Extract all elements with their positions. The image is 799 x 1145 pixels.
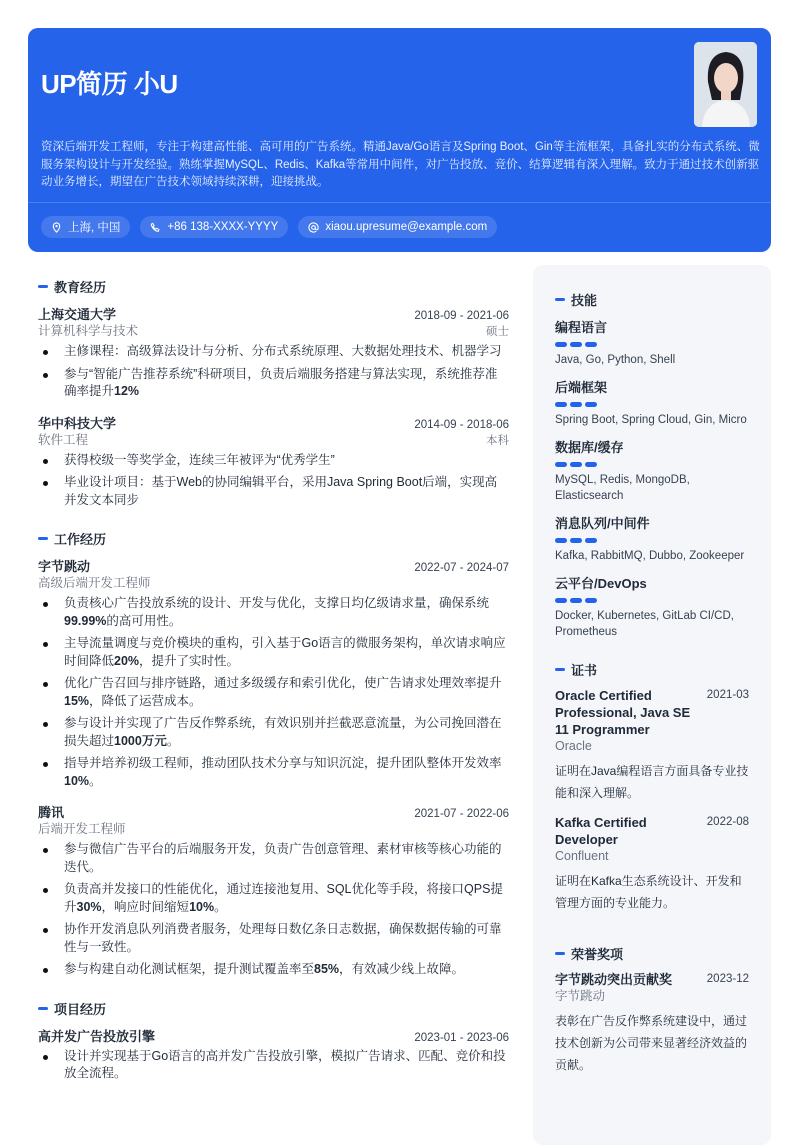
entry-header (38, 556, 509, 575)
profile-photo (694, 42, 757, 127)
highlight-text: 20% (114, 653, 140, 668)
skill-value: Java, Go, Python, Shell (555, 354, 676, 366)
entry (38, 413, 509, 510)
skill-value: Spring Boot, Spring Cloud, Gin, Micro (555, 414, 747, 426)
bullet-item (38, 921, 509, 956)
highlight-text: 99.99% (64, 613, 107, 628)
bullet-text: 设计并实现基于Go语言的高并发广告投放引擎，模拟广告请求、匹配、竞价和投放全流程。 (64, 1048, 506, 1080)
skill-level-dot (585, 538, 597, 543)
bullet-text: 参与微信广告平台的后端服务开发，负责广告创意管理、素材审核等核心功能的迭代。 (64, 842, 502, 874)
section-bar-icon (38, 1007, 48, 1010)
skill-level-dot (570, 598, 582, 603)
bullet-text: 。 (214, 899, 227, 914)
bullet-text: 主导流量调度与竞价模块的重构，引入基于Go语言的微服务架构，单次请求响应时间降低 (64, 636, 506, 668)
section-title (555, 660, 749, 679)
sidebar (533, 265, 771, 1145)
bullet-item (38, 675, 509, 710)
item-description: 表彰在广告反作弊系统建设中，通过技术创新为公司带来显著经济效益的贡献。 (555, 1014, 748, 1072)
skill-level-dot (570, 342, 582, 347)
item-description: 证明在Kafka生态系统设计、开发和管理方面的专业能力。 (555, 874, 742, 910)
bullet-text: ，提升了实时性。 (139, 653, 240, 668)
section-bar-icon (555, 668, 565, 671)
main-column (38, 277, 509, 1103)
bullet-item (38, 452, 509, 470)
entry-title: 高并发广告投放引擎 (38, 1028, 156, 1044)
section-title-text: 工作经历 (54, 532, 107, 547)
bullet-item (38, 881, 509, 916)
item-header (555, 971, 749, 988)
bullet-item (38, 841, 509, 876)
skill-level-dot (585, 402, 597, 407)
section-title (38, 277, 509, 296)
entry-subheader (38, 432, 509, 449)
entry-title: 腾讯 (38, 805, 65, 820)
bullet-list (38, 343, 509, 401)
item-issuer: Oracle (555, 739, 592, 753)
phone-icon (150, 222, 161, 233)
item-header (555, 687, 749, 738)
entry-subtitle: 后端开发工程师 (38, 822, 126, 836)
entry-subheader (38, 575, 509, 592)
entry-date: 2021-07 - 2022-06 (414, 808, 509, 820)
item-date: 2021-03 (706, 689, 749, 701)
skill-item (555, 377, 749, 428)
skill-level-dot (585, 342, 597, 347)
section-title-text: 项目经历 (54, 1001, 107, 1017)
skill-level-dot (555, 538, 567, 543)
entry-degree: 本科 (486, 434, 509, 447)
item-issuer: 字节跳动 (555, 989, 606, 1003)
skill-level-dot (570, 538, 582, 543)
bullet-item (38, 595, 509, 630)
entry-title: 上海交通大学 (38, 307, 117, 322)
item-title: Oracle Certified Professional, Java SE 11 Programmer (555, 688, 691, 737)
skill-item (555, 317, 749, 368)
bullet-text: 参与设计并实现了广告反作弊系统，有效识别并拦截恶意流量，为公司挽回潜在损失超过 (64, 716, 502, 748)
skill-level (555, 462, 749, 467)
highlight-text: 12% (114, 384, 140, 398)
entry-title: 字节跳动 (38, 559, 91, 574)
bullet-text: 参与“智能广告推荐系统”科研项目，负责后端服务搭建与算法实现，系统推荐准确率提升 (64, 366, 498, 398)
item-issuer: Confluent (555, 849, 609, 863)
skill-name: 后端框架 (555, 380, 608, 395)
skill-item (555, 437, 749, 504)
entry-header (38, 1026, 509, 1045)
item-date: 2023-12 (706, 973, 749, 985)
bullet-text: ，有效减少线上故障。 (339, 962, 465, 976)
skill-item (555, 573, 749, 640)
item-title: 字节跳动突出贡献奖 (555, 972, 673, 987)
skill-name: 云平台/DevOps (555, 576, 647, 591)
section-title-text: 教育经历 (54, 280, 107, 295)
highlight-text: 1000万元 (114, 733, 167, 748)
section-title (38, 999, 509, 1018)
item-header (555, 814, 749, 848)
section-title-text: 荣誉奖项 (571, 947, 624, 962)
candidate-name: UP简历 小U (41, 69, 178, 99)
phone-text: +86 138-XXXX-YYYY (167, 221, 279, 233)
entry-date: 2018-09 - 2021-06 (414, 310, 509, 322)
section-title-text: 证书 (571, 663, 598, 678)
entry (38, 304, 509, 401)
section-bar-icon (38, 537, 48, 540)
bullet-list (38, 595, 509, 790)
bullet-text: 主修课程：高级算法设计与分析、分布式系统原理、大数据处理技术、机器学习 (64, 344, 502, 358)
certificate-item (555, 814, 749, 914)
skill-value: MySQL, Redis, MongoDB, Elasticsearch (555, 474, 690, 502)
entry (38, 556, 509, 790)
bullet-item (38, 715, 509, 750)
bullet-item (38, 343, 509, 361)
bullet-list (38, 452, 509, 510)
bullet-list (38, 1048, 509, 1083)
at-sign-icon (308, 222, 319, 233)
entry-subtitle: 软件工程 (38, 432, 89, 447)
profile-summary: 资深后端开发工程师，专注于构建高性能、高可用的广告系统。精通Java/Go语言及Spring Boot、Gin等主流框架，具备扎实的分布式系统、微服务架构设计与开发经验。熟练掌握MySQL、Redis、Kafka等常用中间件，对广告投放、竞价、结算逻辑有深入理解。致力于通过技术创新驱动业务增长，期望在广告技术领域持续深耕，迎接挑战。 (41, 141, 760, 188)
bullet-item (38, 474, 509, 509)
certificate (555, 660, 749, 914)
entry-subheader (38, 821, 509, 838)
bullet-item (38, 635, 509, 670)
certificate-item (555, 687, 749, 804)
highlight-text: 10% (189, 899, 215, 914)
highlight-text: 15% (64, 693, 90, 708)
skill-item (555, 513, 749, 564)
section-title (555, 290, 749, 309)
skill-level-dot (585, 598, 597, 603)
section-title (555, 944, 749, 963)
bullet-text: 指导并培养初级工程师，推动团队技术分享与知识沉淀，提升团队整体开发效率 (64, 756, 502, 770)
resume-header (28, 28, 771, 252)
skill-level-dot (555, 598, 567, 603)
bullet-text: 毕业设计项目：基于Web的协同编辑平台，采用Java Spring Boot后端，实现高并发文本同步 (64, 475, 498, 507)
bullet-text: 参与构建自动化测试框架，提升测试覆盖率至 (64, 962, 315, 976)
entry (38, 802, 509, 979)
highlight-text: 10% (64, 773, 90, 788)
highlight-text: 85% (314, 962, 340, 976)
location-pin-icon (51, 222, 62, 233)
bullet-text: 的高可用性。 (106, 613, 182, 628)
section-title (38, 529, 509, 548)
bullet-text: 获得校级一等奖学金，连续三年被评为“优秀学生” (64, 452, 335, 467)
skill-name: 编程语言 (555, 320, 608, 335)
section-教育经历 (38, 277, 509, 509)
bullet-text: 。 (89, 773, 102, 788)
contact-location (41, 216, 130, 238)
skill-level-dot (585, 462, 597, 467)
bullet-text: ，响应时间缩短 (101, 899, 190, 914)
entry-subtitle: 计算机科学与技术 (38, 324, 139, 338)
entry-header (38, 413, 509, 432)
skill-value: Docker, Kubernetes, GitLab CI/CD, Prometheus (555, 610, 734, 638)
entry-subtitle: 高级后端开发工程师 (38, 576, 151, 590)
skill-level-dot (555, 402, 567, 407)
contact-email[interactable] (298, 216, 497, 238)
contact-list (41, 216, 497, 238)
section-bar-icon (38, 285, 48, 288)
entry-header (38, 802, 509, 821)
entry (38, 1026, 509, 1083)
contact-phone[interactable] (140, 216, 288, 238)
bullet-text: ，降低了运营成本。 (89, 693, 202, 708)
location-text: 上海, 中国 (68, 222, 121, 234)
skill-value: Kafka, RabbitMQ, Dubbo, Zookeeper (555, 550, 745, 562)
bullet-item (38, 755, 509, 790)
skills-section (555, 290, 749, 640)
skill-level (555, 402, 749, 407)
skill-level-dot (570, 462, 582, 467)
skill-level-dot (570, 402, 582, 407)
entry-header (38, 304, 509, 323)
bullet-text: 。 (166, 733, 180, 748)
bullet-list (38, 841, 509, 979)
entry-degree: 硕士 (486, 326, 509, 338)
bullet-text: 负责高并发接口的性能优化，通过连接池复用、SQL优化等手段，将接口QPS提升 (64, 882, 503, 914)
section-项目经历 (38, 999, 509, 1083)
bullet-item (38, 1048, 509, 1083)
section-bar-icon (555, 952, 565, 955)
skill-name: 消息队列/中间件 (555, 516, 650, 531)
item-title: Kafka Certified Developer (555, 815, 647, 847)
item-date: 2022-08 (706, 816, 749, 828)
award (555, 944, 749, 1076)
skill-name: 数据库/缓存 (555, 440, 624, 455)
item-description: 证明在Java编程语言方面具备专业技能和深入理解。 (555, 764, 749, 800)
bullet-text: 协作开发消息队列消费者服务，处理每日数亿条日志数据，确保数据传输的可靠性与一致性。 (64, 922, 502, 954)
skill-level (555, 538, 749, 543)
entry-date: 2014-09 - 2018-06 (414, 418, 509, 431)
bullet-text: 负责核心广告投放系统的设计、开发与优化，支撑日均亿级请求量，确保系统 (64, 596, 490, 610)
entry-subheader (38, 323, 509, 340)
section-title-text: 技能 (571, 293, 598, 308)
bullet-item (38, 366, 509, 401)
header-divider (28, 202, 771, 203)
email-text: xiaou.upresume@example.com (325, 221, 488, 233)
skill-level (555, 598, 749, 603)
skill-level-dot (555, 462, 567, 467)
bullet-item (38, 961, 509, 979)
bullet-text: 优化广告召回与排序链路，通过多级缓存和索引优化，使广告请求处理效率提升 (64, 676, 502, 690)
award-item (555, 971, 749, 1076)
entry-title: 华中科技大学 (38, 415, 117, 431)
section-工作经历 (38, 529, 509, 979)
entry-date: 2023-01 - 2023-06 (414, 1031, 509, 1044)
highlight-text: 30% (76, 899, 102, 914)
entry-date: 2022-07 - 2024-07 (414, 562, 509, 574)
section-bar-icon (555, 298, 565, 301)
skill-level-dot (555, 342, 567, 347)
skill-level (555, 342, 749, 347)
